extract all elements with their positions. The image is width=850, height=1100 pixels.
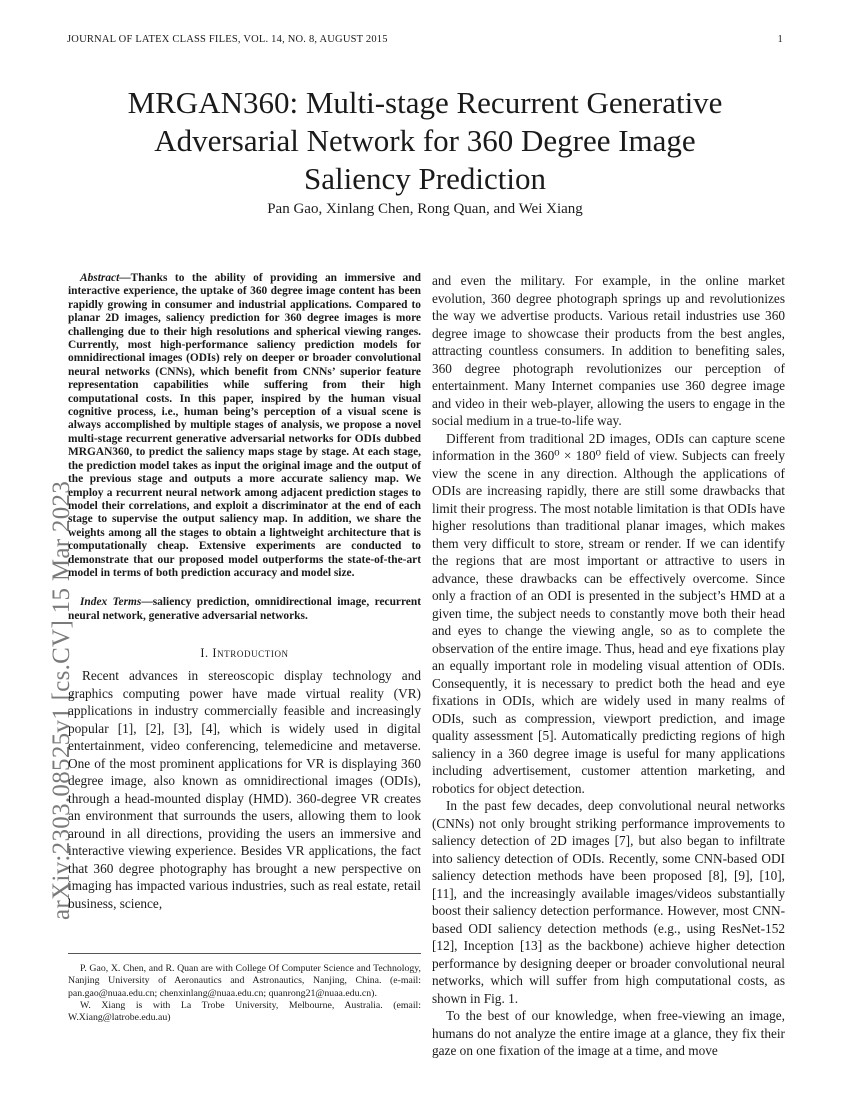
page-number: 1 [777, 34, 783, 45]
title-line-3: Saliency Prediction [304, 161, 546, 196]
abstract [68, 272, 421, 580]
index-terms [68, 596, 421, 623]
title-line-1: MRGAN360: Multi-stage Recurrent Generative [127, 85, 723, 120]
abstract-text: —Thanks to the ability of providing an immersive and interactive experience, the uptake of 360 degree image content has been rapidly growing in consumer and industrial applications. Compared to planar 2D images, saliency prediction for 360 degree images is more challenging due to their high resolutions and spherical viewing ranges. Currently, most high-performance saliency prediction models for omnidirectional images (ODIs) rely on deeper or broader convolutional neural networks (CNNs), which benefit from CNNs’ superior feature representation capabilities while suffering from their high computational costs. In this paper, inspired by the human visual cognitive process, i.e., human being’s perception of a visual scene is always accomplished by multiple stages of analysis, we propose a novel multi-stage recurrent generative adversarial networks for ODIs dubbed MRGAN360, to predict the saliency maps stage by stage. At each stage, the prediction model takes as input the original image and the output of the previous stage and outputs a more accurate saliency map. We employ a recurrent neural network among adjacent prediction stages to model their correlations, and exploit a discriminator at the end of each stage to supervise the output saliency map. In addition, we share the weights among all the stages to obtain a lightweight architecture that is computationally cheap. Extensive experiments are conducted to demonstrate that our proposed model outperforms the state-of-the-art model in terms of both prediction accuracy and model size. [68, 272, 421, 579]
footnote-affiliation-2: W. Xiang is with La Trobe University, Melbourne, Australia. (email: W.Xiang@latrobe.edu.au) [68, 999, 421, 1024]
footnote-divider [68, 953, 421, 954]
footnote-affiliation-1: P. Gao, X. Chen, and R. Quan are with College Of Computer Science and Technology, Nanjing University of Aeronautics and Astronautics, Nanjing, China. (e-mail: pan.gao@nuaa.edu.cn; chenxinlang@nuaa.edu.cn; quanrong21@nuaa.edu.cn). [68, 963, 421, 999]
abstract-label: Abstract [80, 272, 120, 284]
intro-paragraph-1: Recent advances in stereoscopic display technology and graphics computing power have made virtual reality (VR) applications in industry commercially feasible and increasingly popular [1], [2], [3], [4], which is widely used in digital entertainment, video conferencing, telemedicine and metaverse. One of the most prominent applications for VR is displaying 360 degree image, also known as omnidirectional images (ODIs), through a head-mounted display (HMD). 360-degree VR creates an environment that surrounds the users, allowing them to look around in all directions, providing the users an immersive and interactive viewing experience. Besides VR applications, the fact that 360 degree photography has brought a new perspective on imaging has impacted various industries, such as real estate, retail business, science, [68, 668, 421, 911]
intro-paragraph-2: Different from traditional 2D images, ODIs can capture scene information in the 360⁰ × 180⁰ field of view. Subjects can freely view the scene in any direction. Although the applications of ODIs are increasing rapidly, there are still some drawbacks that limit their progress. The most notable limitation is that ODIs have higher resolutions than traditional planar images, which makes them very difficult to store, stream or render. If we can identify the regions that are most important or attractive to users in advance, these drawbacks can be effectively overcome. Since only a fraction of an ODI is presented in the subject’s HMD at a given time, the subject needs to constantly move both their head and eyes to change the viewing angle, so as to complete the observation of the entire image. Thus, head and eye fixations play an equally important role in modeling visual attention of ODIs. Consequently, it is necessary to predict both the head and eye fixations in ODIs, which are widely used in many realms of ODIs, such as compression, viewport prediction, and image quality assessment [5]. Automatically predicting regions of high saliency in a 360 degree image is useful for many applications including advertisement, customer attention marketing, and robotics for object detection. [432, 430, 785, 796]
footnotes [68, 963, 421, 1024]
section-heading-introduction: I. Introduction [200, 646, 289, 661]
author-list: Pan Gao, Xinlang Chen, Rong Quan, and Wei Xiang [267, 201, 583, 217]
index-terms-text: —saliency prediction, omnidirectional image, recurrent neural network, generative adversarial networks. [68, 596, 421, 622]
left-column [68, 272, 421, 912]
running-header [67, 34, 783, 48]
arxiv-identifier[interactable]: arXiv:2303.08525v1 [cs.CV] 15 Mar 2023 [48, 480, 75, 920]
intro-paragraph-4: To the best of our knowledge, when free-viewing an image, humans do not analyze the entire image at a glance, they fix their gaze on one fixation of the image at a time, and move [432, 1008, 785, 1058]
intro-paragraph-3: In the past few decades, deep convolutional neural networks (CNNs) not only brought striking performance improvements to saliency detection of 2D images [7], but also began to infiltrate into saliency detection of ODIs. Recently, some CNN-based ODI saliency detection methods have been proposed [8], [9], [10], [11], and the increasingly available images/videos substantially boost their saliency detection performance. However, most CNN-based ODI saliency detection methods (e.g., using ResNet-152 [12], Inception [13] as the backbone) achieve higher detection performance by designing deeper or broader convolutional neural networks, which will suffer from high computational costs, as shown in Fig. 1. [432, 798, 785, 1006]
right-column [432, 272, 785, 1060]
index-terms-label: Index Terms [80, 596, 142, 609]
intro-paragraph-continued: and even the military. For example, in the online market evolution, 360 degree photograph springs up and revolutionizes the way we advertise products. Various retail industries use 360 degree image to showcase their products from the best angles, attracting countless consumers. In addition to benefiting sales, 360 degree photograph revolutionizes our perception of entertainment. Many Internet companies use 360 degree image and video in their web-player, allowing the users to engage in the social medium in a true-to-life way. [432, 273, 785, 428]
paper-title [70, 84, 780, 198]
journal-name: JOURNAL OF LATEX CLASS FILES, VOL. 14, NO. 8, AUGUST 2015 [67, 34, 388, 45]
title-line-2: Adversarial Network for 360 Degree Image [154, 123, 696, 158]
